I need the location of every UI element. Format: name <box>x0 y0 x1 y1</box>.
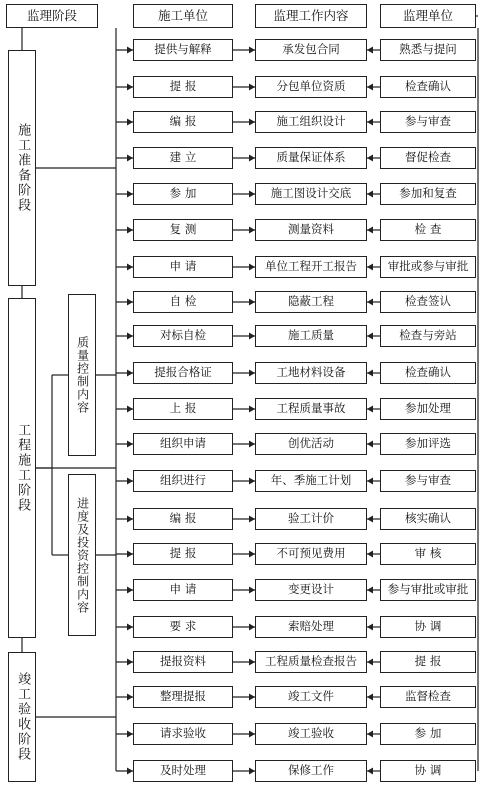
row-14-arrow-from-supervision <box>367 516 373 523</box>
supervision-unit-box-11: 参加处理 <box>380 398 476 420</box>
construction-unit-box-3: 编 报 <box>133 111 233 133</box>
supervision-unit-box-18: 提 报 <box>380 651 476 673</box>
row-1-arrow-from-supervision <box>367 47 373 54</box>
supervision-content-box-5: 施工图设计交底 <box>255 183 367 205</box>
construction-unit-box-4: 建 立 <box>133 147 233 169</box>
phase-acceptance <box>8 652 36 782</box>
construction-unit-box-2: 提 报 <box>133 76 233 98</box>
construction-unit-box-11: 上 报 <box>133 398 233 420</box>
supervision-unit-box-20: 参 加 <box>380 723 476 745</box>
supervision-unit-box-6: 检 查 <box>380 219 476 241</box>
supervision-unit-box-5: 参加和复查 <box>380 183 476 205</box>
row-16-arrow-from-supervision <box>367 587 373 594</box>
supervision-unit-box-10: 检查确认 <box>380 362 476 384</box>
supervision-unit-box-16: 参与审批或审批 <box>380 579 476 601</box>
supervision-content-box-2: 分包单位资质 <box>255 76 367 98</box>
supervision-unit-box-19: 监督检查 <box>380 686 476 708</box>
row-3-arrow-from-supervision <box>367 119 373 126</box>
group-quality-control <box>68 294 96 456</box>
construction-unit-box-5: 参 加 <box>133 183 233 205</box>
row-7-arrow-from-supervision <box>367 264 373 271</box>
supervision-content-box-7: 单位工程开工报告 <box>255 256 367 278</box>
supervision-unit-box-13: 参与审查 <box>380 470 476 492</box>
construction-unit-box-7: 申 请 <box>133 256 233 278</box>
supervision-content-box-9: 施工质量 <box>255 325 367 347</box>
row-8-arrow-from-supervision <box>367 299 373 306</box>
supervision-content-box-10: 工地材料设备 <box>255 362 367 384</box>
row-21-arrow-from-supervision <box>367 768 373 775</box>
supervision-unit-box-17: 协 调 <box>380 616 476 638</box>
construction-unit-box-20: 请求验收 <box>133 723 233 745</box>
construction-unit-box-12: 组织申请 <box>133 433 233 455</box>
supervision-content-box-8: 隐蔽工程 <box>255 291 367 313</box>
supervision-unit-box-12: 参加评选 <box>380 433 476 455</box>
supervision-content-box-20: 竣工验收 <box>255 723 367 745</box>
group-quality-control-label: 质量控制内容 <box>75 336 90 414</box>
row-19-arrow-from-supervision <box>367 694 373 701</box>
phase-preparation <box>8 50 36 286</box>
row-6-arrow-from-supervision <box>367 227 373 234</box>
supervision-content-box-6: 测量资料 <box>255 219 367 241</box>
supervision-unit-box-3: 参与审查 <box>380 111 476 133</box>
construction-unit-box-8: 自 检 <box>133 291 233 313</box>
phase-construction-label: 工程施工阶段 <box>15 423 31 513</box>
phase-acceptance-label: 竣工验收阶段 <box>15 672 31 762</box>
supervision-content-box-4: 质量保证体系 <box>255 147 367 169</box>
construction-unit-box-1: 提供与解释 <box>133 39 233 61</box>
row-10-arrow-from-supervision <box>367 370 373 377</box>
supervision-content-box-14: 验工计价 <box>255 508 367 530</box>
supervision-content-box-17: 索赔处理 <box>255 616 367 638</box>
construction-unit-box-13: 组织进行 <box>133 470 233 492</box>
group-schedule-cost-control <box>68 474 96 636</box>
header-supervision-content: 监理工作内容 <box>255 4 367 28</box>
supervision-unit-box-2: 检查确认 <box>380 76 476 98</box>
construction-unit-box-19: 整理提报 <box>133 686 233 708</box>
header-supervision-unit: 监理单位 <box>380 4 476 28</box>
row-12-arrow-from-supervision <box>367 441 373 448</box>
supervision-content-box-13: 年、季施工计划 <box>255 470 367 492</box>
phase-preparation-label: 施工准备阶段 <box>15 123 31 213</box>
supervision-content-box-16: 变更设计 <box>255 579 367 601</box>
row-17-arrow-from-supervision <box>367 624 373 631</box>
supervision-unit-box-4: 督促检查 <box>380 147 476 169</box>
supervision-content-box-18: 工程质量检查报告 <box>255 651 367 673</box>
construction-unit-box-17: 要 求 <box>133 616 233 638</box>
group-schedule-cost-control-label: 进度及投资控制内容 <box>75 496 90 614</box>
row-9-arrow-from-supervision <box>367 333 373 340</box>
supervision-unit-box-7: 审批或参与审批 <box>380 256 476 278</box>
construction-unit-box-10: 提报合格证 <box>133 362 233 384</box>
construction-unit-box-18: 提报资料 <box>133 651 233 673</box>
phase-construction <box>8 298 36 638</box>
construction-unit-box-16: 申 请 <box>133 579 233 601</box>
row-15-arrow-from-supervision <box>367 551 373 558</box>
supervision-content-box-21: 保修工作 <box>255 760 367 782</box>
supervision-content-box-15: 不可预见费用 <box>255 543 367 565</box>
supervision-unit-box-8: 检查签认 <box>380 291 476 313</box>
supervision-unit-box-15: 审 核 <box>380 543 476 565</box>
supervision-unit-box-21: 协 调 <box>380 760 476 782</box>
supervision-content-box-1: 承发包合同 <box>255 39 367 61</box>
construction-unit-box-6: 复 测 <box>133 219 233 241</box>
row-13-arrow-from-supervision <box>367 478 373 485</box>
supervision-content-box-3: 施工组织设计 <box>255 111 367 133</box>
supervision-content-box-19: 竣工文件 <box>255 686 367 708</box>
header-stage: 监理阶段 <box>6 4 98 28</box>
row-18-arrow-from-supervision <box>367 659 373 666</box>
row-2-arrow-from-supervision <box>367 84 373 91</box>
supervision-content-box-11: 工程质量事故 <box>255 398 367 420</box>
row-4-arrow-from-supervision <box>367 155 373 162</box>
supervision-content-box-12: 创优活动 <box>255 433 367 455</box>
construction-unit-box-14: 编 报 <box>133 508 233 530</box>
row-5-arrow-from-supervision <box>367 191 373 198</box>
supervision-unit-box-14: 核实确认 <box>380 508 476 530</box>
supervision-unit-box-1: 熟悉与提问 <box>380 39 476 61</box>
construction-unit-box-21: 及时处理 <box>133 760 233 782</box>
header-construction-unit: 施工单位 <box>133 4 233 28</box>
construction-unit-box-9: 对标自检 <box>133 325 233 347</box>
supervision-unit-box-9: 检查与旁站 <box>380 325 476 347</box>
construction-unit-box-15: 提 报 <box>133 543 233 565</box>
row-20-arrow-from-supervision <box>367 731 373 738</box>
row-11-arrow-from-supervision <box>367 406 373 413</box>
